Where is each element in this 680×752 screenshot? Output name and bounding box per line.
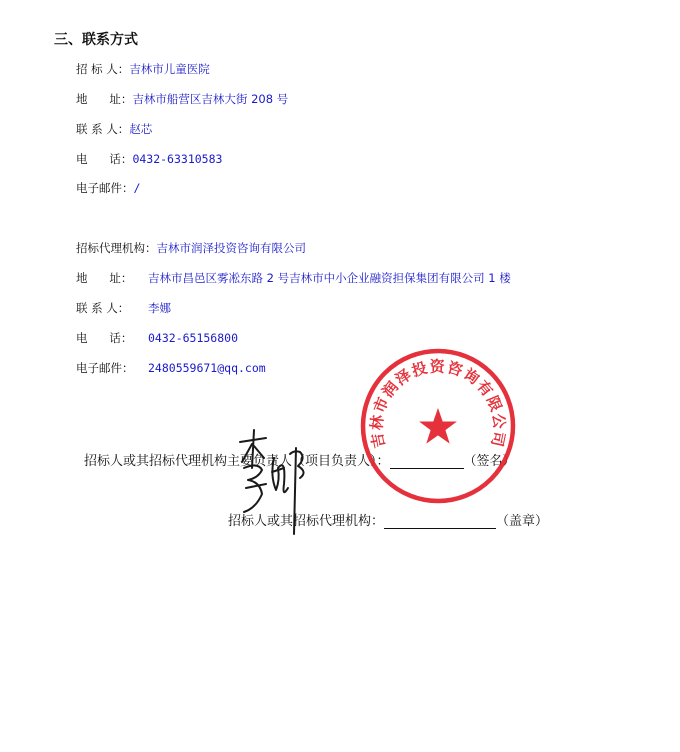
company-seal-stamp bbox=[358, 346, 518, 506]
responsible-label: 招标人或其招标代理机构主要负责人（项目负责人）： bbox=[84, 454, 390, 469]
section-title: 三、联系方式 bbox=[54, 32, 138, 48]
agency-name-label: 招标代理机构： bbox=[76, 241, 157, 255]
tenderer-address-label: 地 址： bbox=[76, 92, 133, 106]
tenderer-email: / bbox=[133, 181, 141, 195]
tenderer-name-label: 招 标 人： bbox=[76, 62, 130, 76]
tenderer-name: 吉林市儿童医院 bbox=[129, 62, 210, 76]
tenderer-contact-row bbox=[76, 121, 152, 137]
tenderer-contact-label: 联 系 人： bbox=[76, 122, 130, 136]
tenderer-phone-row bbox=[76, 151, 222, 167]
agency-phone-row bbox=[76, 330, 238, 346]
agency-contact: 李娜 bbox=[148, 301, 171, 315]
agency-phone-label: 电 话： bbox=[76, 331, 133, 345]
handwritten-signature bbox=[236, 428, 316, 536]
tenderer-name-row bbox=[76, 61, 210, 77]
tenderer-contact: 赵芯 bbox=[129, 122, 153, 136]
agency-name: 吉林市润泽投资咨询有限公司 bbox=[156, 241, 306, 255]
tenderer-email-row bbox=[76, 180, 140, 196]
agency-contact-label: 联 系 人： bbox=[76, 301, 130, 315]
seal-star-icon bbox=[419, 408, 457, 444]
agency-email: 2480559671@qq.com bbox=[148, 361, 266, 375]
agency-email-row bbox=[76, 360, 266, 376]
tenderer-phone-label: 电 话： bbox=[76, 152, 133, 166]
tenderer-email-label: 电子邮件： bbox=[76, 181, 134, 195]
tenderer-phone: 0432-63310583 bbox=[132, 152, 223, 166]
tenderer-address-row bbox=[76, 91, 288, 107]
agency-contact-row bbox=[76, 300, 171, 316]
seal-label: 招标人或其招标代理机构： bbox=[228, 514, 385, 529]
agency-phone: 0432-65156800 bbox=[148, 331, 239, 345]
seal-suffix: （盖章） bbox=[496, 514, 549, 529]
tenderer-address: 吉林市船营区吉林大街 208 号 bbox=[132, 92, 289, 106]
agency-name-row bbox=[76, 240, 306, 256]
agency-address: 吉林市昌邑区雾凇东路 2 号吉林市中小企业融资担保集团有限公司 1 楼 bbox=[148, 271, 511, 285]
responsible-suffix: （签名） bbox=[463, 454, 516, 469]
seal-text: 吉林市润泽投资咨询有限公司 bbox=[367, 357, 509, 450]
agency-address-label: 地 址： bbox=[76, 271, 133, 285]
seal-blank bbox=[384, 514, 496, 529]
agency-email-label: 电子邮件： bbox=[76, 361, 134, 375]
agency-address-row bbox=[76, 270, 511, 286]
